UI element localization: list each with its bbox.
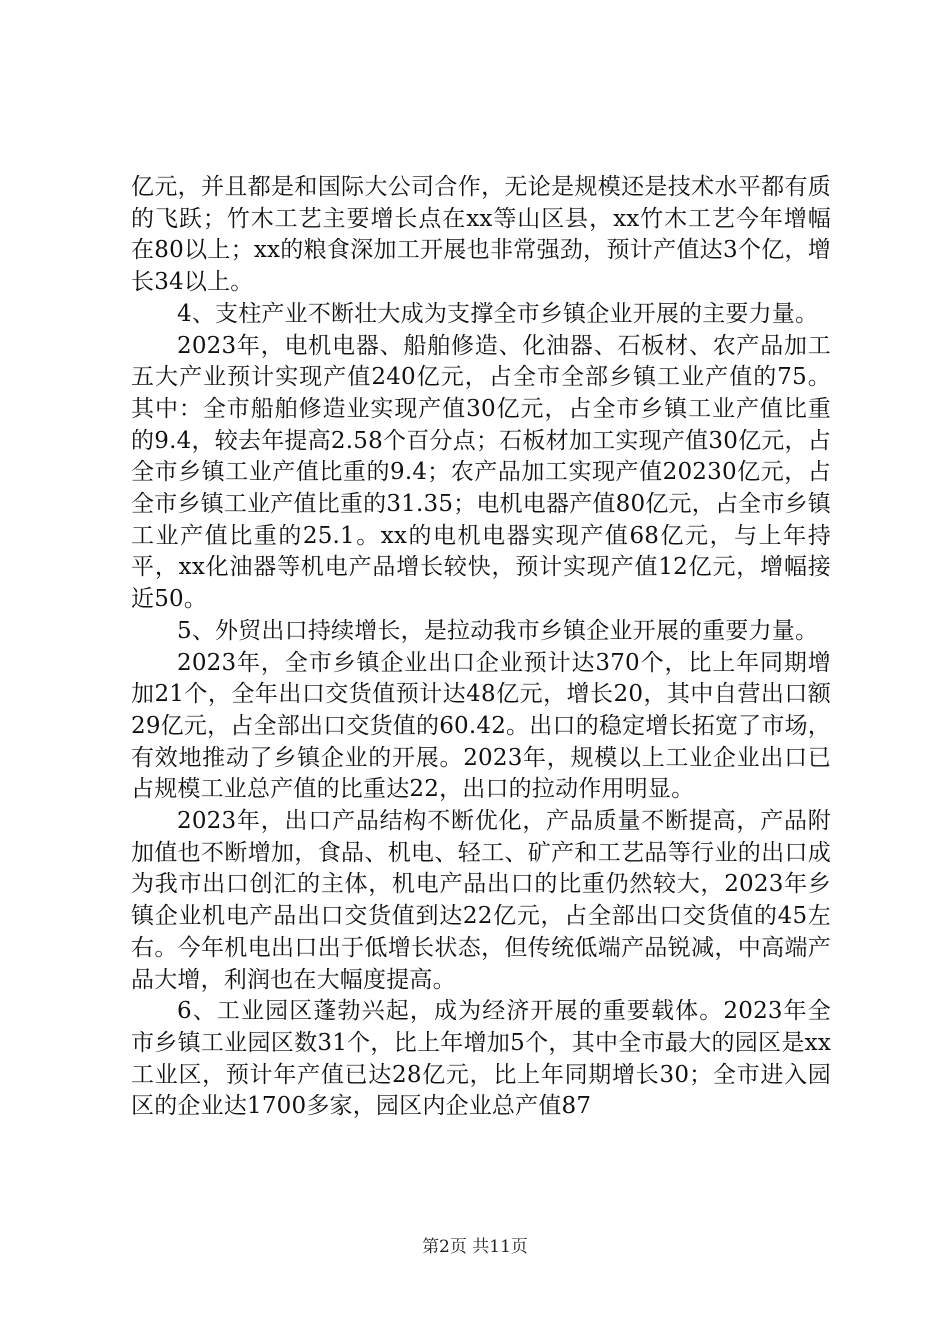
paragraph-pillar-industries: 2023年，电机电器、船舶修造、化油器、石板材、农产品加工五大产业预计实现产值240亿元，占全市全部乡镇工业产值的75。其中：全市船舶修造业实现产值30亿元，占全市乡镇工业产值比重的9.4，较去年提高2.58个百分点；石板材加工实现产值30亿元，占全市乡镇工业产值比重的9.4；农产品加工实现产值20230亿元，占全市乡镇工业产值比重的31.35；电机电器产值80亿元，占全市乡镇工业产值比重的25.1。xx的电机电器实现产值68亿元，与上年持平，xx化油器等机电产品增长较快，预计实现产值12亿元，增幅接近50。 <box>131 332 831 613</box>
document-body <box>131 172 831 1123</box>
heading-item-5: 5、外贸出口持续增长，是拉动我市乡镇企业开展的重要力量。 <box>177 617 819 644</box>
page-number-footer: 第2页 共11页 <box>422 1237 528 1257</box>
paragraph-continuation: 亿元，并且都是和国际大公司合作，无论是规模还是技术水平都有质的飞跃；竹木工艺主要增长点在xx等山区县，xx竹木工艺今年增幅在80以上；xx的粮食深加工开展也非常强劲，预计产值达3个亿，增长34以上。 <box>131 174 831 296</box>
paragraph-industrial-parks: 6、工业园区蓬勃兴起，成为经济开展的重要载体。2023年全市乡镇工业园区数31个，比上年增加5个，其中全市最大的园区是xx工业区，预计年产值已达28亿元，比上年同期增长30；全市进入园区的企业达1700多家，园区内企业总产值87 <box>131 998 831 1120</box>
paragraph-export-growth: 2023年，全市乡镇企业出口企业预计达370个，比上年同期增加21个，全年出口交货值预计达48亿元，增长20，其中自营出口额29亿元，占全部出口交货值的60.42。出口的稳定增长拓宽了市场，有效地推动了乡镇企业的开展。2023年，规模以上工业企业出口已占规模工业总产值的比重达22，出口的拉动作用明显。 <box>131 649 831 803</box>
paragraph-export-structure: 2023年，出口产品结构不断优化，产品质量不断提高，产品附加值也不断增加，食品、机电、轻工、矿产和工艺品等行业的出口成为我市出口创汇的主体，机电产品出口的比重仍然较大，2023年乡镇企业机电产品出口交货值到达22亿元，占全部出口交货值的45左右。今年机电出口出于低增长状态，但传统低端产品锐减，中高端产品大增，利润也在大幅度提高。 <box>131 808 831 993</box>
heading-item-4: 4、支柱产业不断壮大成为支撑全市乡镇企业开展的主要力量。 <box>177 300 819 327</box>
